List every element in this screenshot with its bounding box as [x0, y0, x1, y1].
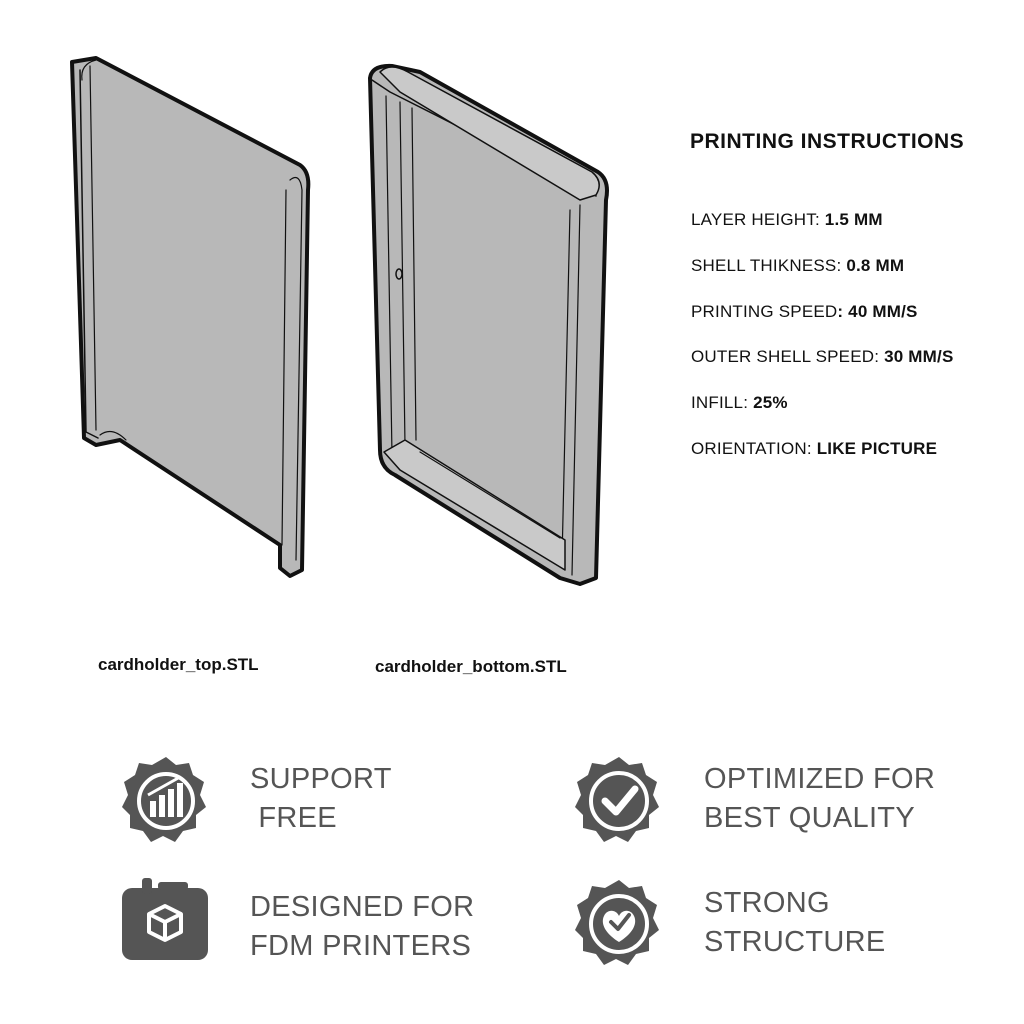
spec-shell-thickness: SHELL THIKNESS: 0.8 MM — [691, 256, 905, 275]
spec-layer-height: LAYER HEIGHT: 1.5 MM — [691, 210, 883, 229]
feature-support-free: SUPPORT FREE — [250, 763, 392, 834]
top-part-filename: cardholder_top.STL — [98, 655, 259, 674]
bar-chart-badge-icon — [120, 755, 212, 847]
feature-optimized-quality: OPTIMIZED FOR BEST QUALITY — [704, 763, 936, 834]
heart-check-badge-icon — [573, 878, 665, 970]
cardholder-top-illustration — [60, 50, 320, 590]
instructions-title: PRINTING INSTRUCTIONS — [690, 130, 965, 153]
spec-outer-shell-speed: OUTER SHELL SPEED: 30 MM/S — [691, 347, 954, 366]
checkmark-badge-icon — [573, 755, 665, 847]
feature-strong-structure: STRONG STRUCTURE — [704, 887, 886, 958]
3d-printer-cube-icon — [120, 876, 210, 962]
feature-fdm-printers: DESIGNED FOR FDM PRINTERS — [250, 891, 475, 962]
spec-printing-speed: PRINTING SPEED: 40 MM/S — [691, 302, 918, 321]
spec-orientation: ORIENTATION: LIKE PICTURE — [691, 439, 938, 458]
cardholder-bottom-illustration — [360, 55, 620, 590]
spec-infill: INFILL: 25% — [691, 393, 788, 412]
bottom-part-filename: cardholder_bottom.STL — [375, 657, 567, 676]
